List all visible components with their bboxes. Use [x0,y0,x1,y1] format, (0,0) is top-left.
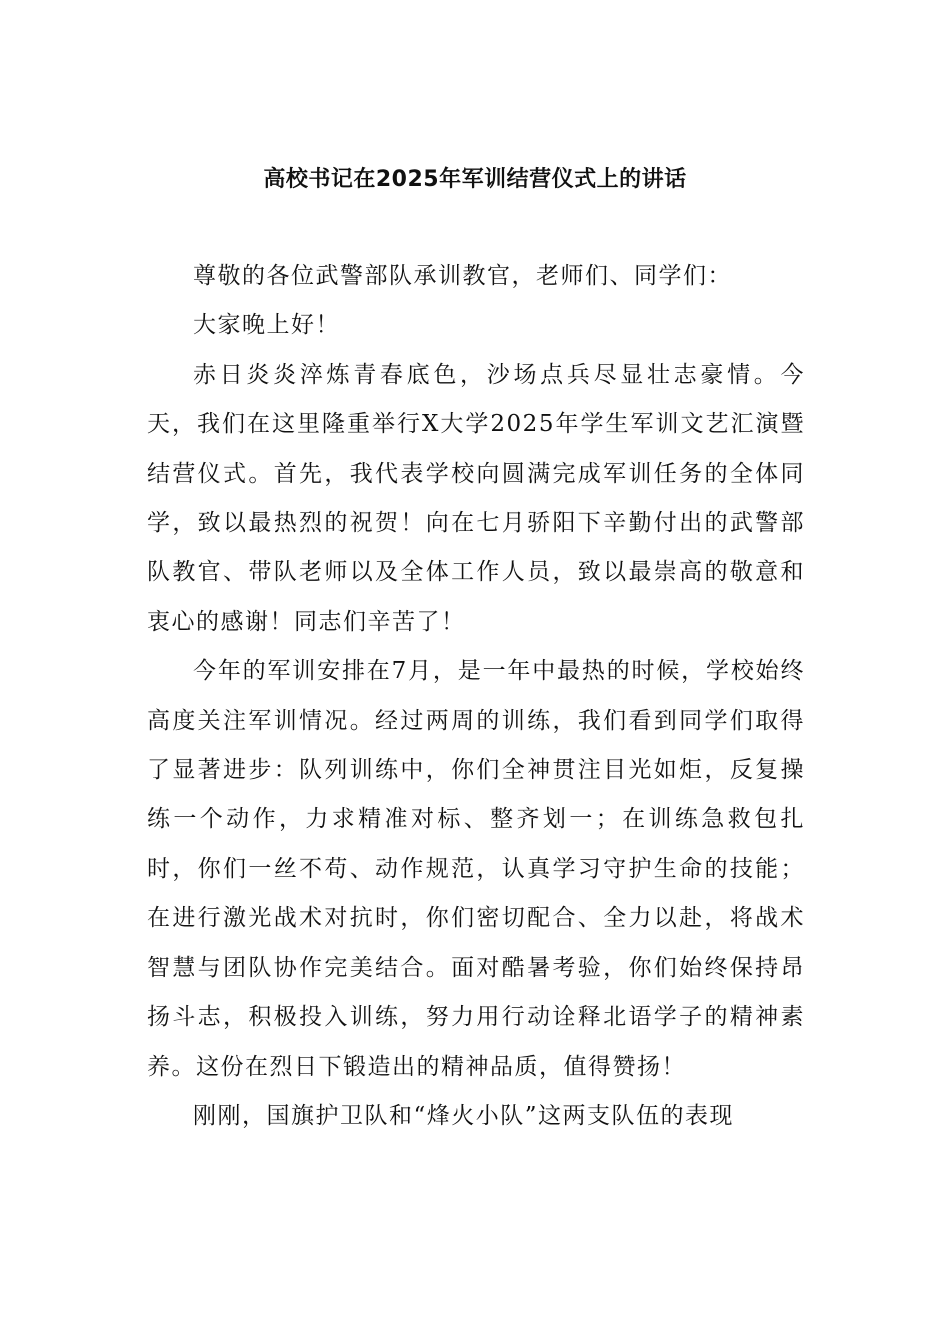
body-paragraph: 今年的军训安排在7月，是一年中最热的时候，学校始终高度关注军训情况。经过两周的训练，我们看到同学们取得了显著进步：队列训练中，你们全神贯注目光如炬，反复操练一个动作，力求精准对标、整齐划一；在训练急救包扎时，你们一丝不苟、动作规范，认真学习守护生命的技能；在进行激光战术对抗时，你们密切配合、全力以赴，将战术智慧与团队协作完美结合。面对酷暑考验，你们始终保持昂扬斗志，积极投入训练，努力用行动诠释北语学子的精神素养。这份在烈日下锻造出的精神品质，值得赞扬！ [147,658,805,1080]
document-title: 高校书记在2025年军训结营仪式上的讲话 [263,167,687,192]
body-paragraph: 赤日炎炎淬炼青春底色，沙场点兵尽显壮志豪情。今天，我们在这里隆重举行X大学2025年学生军训文艺汇演暨结营仪式。首先，我代表学校向圆满完成军训任务的全体同学，致以最热烈的祝贺！向在七月骄阳下辛勤付出的武警部队教官、带队老师以及全体工作人员，致以最崇高的敬意和衷心的感谢！同志们辛苦了！ [147,361,805,635]
document-body [147,252,805,1141]
salutation-paragraph: 尊敬的各位武警部队承训教官，老师们、同学们： [193,263,732,289]
greeting-paragraph: 大家晚上好！ [193,312,340,339]
body-paragraph: 刚刚，国旗护卫队和“烽火小队”这两支队伍的表现 [193,1102,735,1129]
